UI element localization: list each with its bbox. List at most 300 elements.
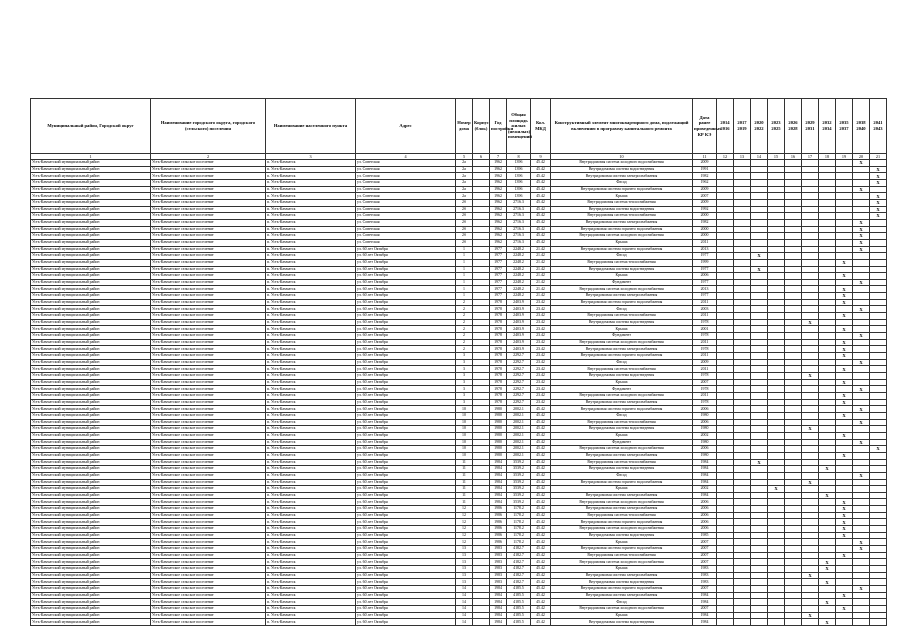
cell-building bbox=[473, 313, 490, 320]
cell-year-mark: X bbox=[836, 392, 853, 399]
cell-year-mark: X bbox=[819, 619, 836, 626]
cell-district: Усть-Камчатский муниципальный район bbox=[31, 286, 151, 293]
cell-house: 2а bbox=[456, 179, 473, 186]
cell-building bbox=[473, 160, 490, 167]
cell-count: 45.42 bbox=[531, 219, 551, 226]
header-district: Муниципальный район, Городской округ bbox=[31, 99, 151, 154]
cell-house: 11 bbox=[456, 499, 473, 506]
cell-year-mark bbox=[853, 179, 870, 186]
cell-year-mark bbox=[853, 572, 870, 579]
cell-year-mark: X bbox=[836, 399, 853, 406]
cell-year-mark bbox=[751, 432, 768, 439]
cell-year-mark bbox=[785, 392, 802, 399]
cell-year-mark bbox=[819, 359, 836, 366]
cell-count: 23.42 bbox=[531, 306, 551, 313]
table-row bbox=[31, 492, 887, 499]
cell-locality: п. Усть-Камчатск bbox=[266, 605, 356, 612]
cell-locality: п. Усть-Камчатск bbox=[266, 532, 356, 539]
cell-year-mark bbox=[853, 253, 870, 260]
cell-building bbox=[473, 599, 490, 606]
cell-area: 2248.2 bbox=[507, 286, 531, 293]
cell-year-mark bbox=[717, 293, 734, 300]
cell-year-mark bbox=[751, 179, 768, 186]
cell-year-mark bbox=[785, 246, 802, 253]
cell-settlement: Усть-Камчатское сельское поселение bbox=[151, 313, 266, 320]
cell-year-mark bbox=[734, 160, 751, 167]
cell-year-built: 1978 bbox=[490, 359, 507, 366]
cell-year-mark bbox=[717, 319, 734, 326]
cell-year-mark bbox=[751, 193, 768, 200]
cell-area: 1396 bbox=[507, 166, 531, 173]
cell-count: 45.42 bbox=[531, 519, 551, 526]
cell-year-mark bbox=[853, 339, 870, 346]
cell-year-mark bbox=[819, 512, 836, 519]
cell-year-mark: X bbox=[836, 259, 853, 266]
table-row bbox=[31, 239, 887, 246]
cell-building bbox=[473, 299, 490, 306]
cell-area: 3539.2 bbox=[507, 486, 531, 493]
cell-year-mark: X bbox=[836, 432, 853, 439]
cell-last-repair: 1985 bbox=[693, 532, 717, 539]
cell-year-mark bbox=[853, 326, 870, 333]
cell-building bbox=[473, 279, 490, 286]
cell-year-mark bbox=[734, 432, 751, 439]
cell-year-mark bbox=[768, 539, 785, 546]
cell-year-mark bbox=[734, 259, 751, 266]
cell-year-mark bbox=[734, 326, 751, 333]
cell-district: Усть-Камчатский муниципальный район bbox=[31, 293, 151, 300]
cell-count: 23.42 bbox=[531, 359, 551, 366]
cell-street: ул. Советская bbox=[356, 239, 456, 246]
cell-year-mark bbox=[819, 552, 836, 559]
cell-locality: п. Усть-Камчатск bbox=[266, 386, 356, 393]
cell-settlement: Усть-Камчатское сельское поселение bbox=[151, 246, 266, 253]
cell-locality: п. Усть-Камчатск bbox=[266, 319, 356, 326]
cell-year-mark bbox=[785, 339, 802, 346]
cell-year-mark bbox=[836, 492, 853, 499]
cell-year-mark bbox=[870, 526, 887, 533]
cell-count: 23.42 bbox=[531, 333, 551, 340]
table-row bbox=[31, 605, 887, 612]
cell-year-mark bbox=[802, 399, 819, 406]
cell-element: Крыша bbox=[551, 566, 693, 573]
cell-year-mark bbox=[870, 366, 887, 373]
cell-element: Внутридомовая система электроснабжения bbox=[551, 219, 693, 226]
cell-year-mark bbox=[717, 273, 734, 280]
cell-area: 2292.7 bbox=[507, 386, 531, 393]
cell-building bbox=[473, 359, 490, 366]
cell-district: Усть-Камчатский муниципальный район bbox=[31, 599, 151, 606]
cell-year-mark bbox=[836, 446, 853, 453]
cell-year-mark bbox=[751, 346, 768, 353]
table-row bbox=[31, 186, 887, 193]
cell-year-mark bbox=[751, 219, 768, 226]
cell-settlement: Усть-Камчатское сельское поселение bbox=[151, 572, 266, 579]
cell-district: Усть-Камчатский муниципальный район bbox=[31, 199, 151, 206]
cell-year-mark bbox=[785, 552, 802, 559]
cell-settlement: Усть-Камчатское сельское поселение bbox=[151, 273, 266, 280]
cell-element: Внутридомовая система холодного водоснабжения bbox=[551, 446, 693, 453]
cell-count: 45.42 bbox=[531, 459, 551, 466]
cell-year-mark bbox=[802, 339, 819, 346]
cell-building bbox=[473, 486, 490, 493]
cell-year-mark bbox=[717, 479, 734, 486]
cell-year-mark bbox=[751, 333, 768, 340]
cell-year-mark bbox=[717, 233, 734, 240]
cell-element: Внутридомовая система электроснабжения bbox=[551, 506, 693, 513]
header-year-range: 2032 2034 bbox=[819, 99, 836, 154]
cell-year-mark bbox=[802, 306, 819, 313]
cell-settlement: Усть-Камчатское сельское поселение bbox=[151, 539, 266, 546]
cell-district: Усть-Камчатский муниципальный район bbox=[31, 612, 151, 619]
cell-last-repair: 1984 bbox=[693, 466, 717, 473]
cell-settlement: Усть-Камчатское сельское поселение bbox=[151, 512, 266, 519]
cell-element: Крыша bbox=[551, 379, 693, 386]
cell-settlement: Усть-Камчатское сельское поселение bbox=[151, 452, 266, 459]
table-row bbox=[31, 472, 887, 479]
cell-year-mark bbox=[734, 353, 751, 360]
cell-year-mark: X bbox=[836, 499, 853, 506]
cell-year-mark bbox=[768, 592, 785, 599]
cell-year-built: 1978 bbox=[490, 392, 507, 399]
cell-year-mark bbox=[751, 546, 768, 553]
cell-element: Внутридомовая система электроснабжения bbox=[551, 173, 693, 180]
column-number: 19 bbox=[836, 154, 853, 160]
cell-building bbox=[473, 586, 490, 593]
cell-year-mark bbox=[768, 439, 785, 446]
table-row bbox=[31, 219, 887, 226]
cell-last-repair: 2007 bbox=[693, 586, 717, 593]
cell-area: 1396 bbox=[507, 179, 531, 186]
cell-year-mark bbox=[717, 412, 734, 419]
cell-year-mark bbox=[802, 206, 819, 213]
cell-settlement: Усть-Камчатское сельское поселение bbox=[151, 213, 266, 220]
cell-last-repair: 2009 bbox=[693, 160, 717, 167]
cell-year-mark bbox=[802, 539, 819, 546]
table-row bbox=[31, 160, 887, 167]
cell-year-mark bbox=[751, 186, 768, 193]
cell-year-mark bbox=[802, 419, 819, 426]
cell-year-mark bbox=[802, 459, 819, 466]
cell-area: 4182.7 bbox=[507, 552, 531, 559]
cell-locality: п. Усть-Камчатск bbox=[266, 399, 356, 406]
cell-year-mark bbox=[751, 239, 768, 246]
cell-year-mark bbox=[819, 273, 836, 280]
cell-year-mark: X bbox=[836, 506, 853, 513]
cell-settlement: Усть-Камчатское сельское поселение bbox=[151, 546, 266, 553]
cell-year-mark bbox=[785, 566, 802, 573]
cell-building bbox=[473, 492, 490, 499]
cell-settlement: Усть-Камчатское сельское поселение bbox=[151, 306, 266, 313]
cell-year-mark bbox=[768, 599, 785, 606]
cell-year-mark bbox=[785, 193, 802, 200]
table-row bbox=[31, 566, 887, 573]
cell-year-mark bbox=[768, 166, 785, 173]
cell-year-mark bbox=[785, 559, 802, 566]
cell-building bbox=[473, 366, 490, 373]
cell-year-mark bbox=[870, 599, 887, 606]
cell-area: 2403.9 bbox=[507, 339, 531, 346]
cell-year-mark bbox=[819, 173, 836, 180]
cell-last-repair: 2006 bbox=[693, 406, 717, 413]
cell-year-built: 1980 bbox=[490, 446, 507, 453]
column-number: 9 bbox=[531, 154, 551, 160]
cell-year-mark bbox=[734, 419, 751, 426]
cell-year-mark bbox=[751, 173, 768, 180]
cell-year-mark: X bbox=[870, 199, 887, 206]
cell-area: 1178.2 bbox=[507, 539, 531, 546]
cell-year-mark bbox=[819, 239, 836, 246]
cell-district: Усть-Камчатский муниципальный район bbox=[31, 326, 151, 333]
cell-street: ул. Советская bbox=[356, 226, 456, 233]
cell-year-mark bbox=[734, 572, 751, 579]
cell-year-mark: X bbox=[836, 286, 853, 293]
cell-year-mark bbox=[853, 466, 870, 473]
cell-street: ул. 60 лет Октября bbox=[356, 592, 456, 599]
cell-year-built: 1984 bbox=[490, 459, 507, 466]
cell-element: Внутридомовая система электроснабжения bbox=[551, 293, 693, 300]
cell-house: 2 bbox=[456, 313, 473, 320]
cell-building bbox=[473, 506, 490, 513]
cell-year-mark bbox=[785, 273, 802, 280]
cell-count: 45.42 bbox=[531, 479, 551, 486]
cell-last-repair: 2000 bbox=[693, 226, 717, 233]
cell-element: Внутридомовая система водоотведения bbox=[551, 579, 693, 586]
cell-year-mark bbox=[768, 333, 785, 340]
cell-house: 1 bbox=[456, 266, 473, 273]
cell-year-mark bbox=[870, 273, 887, 280]
cell-house: 10 bbox=[456, 412, 473, 419]
cell-year-mark bbox=[853, 452, 870, 459]
cell-year-mark bbox=[734, 552, 751, 559]
cell-area: 2292.7 bbox=[507, 359, 531, 366]
cell-district: Усть-Камчатский муниципальный район bbox=[31, 279, 151, 286]
cell-year-mark bbox=[819, 586, 836, 593]
cell-year-mark bbox=[853, 259, 870, 266]
cell-year-mark bbox=[819, 299, 836, 306]
cell-district: Усть-Камчатский муниципальный район bbox=[31, 566, 151, 573]
cell-element: Внутридомовая система холодного водоснабжения bbox=[551, 605, 693, 612]
cell-house: 2а bbox=[456, 160, 473, 167]
cell-year-mark bbox=[819, 373, 836, 380]
cell-year-mark bbox=[836, 539, 853, 546]
cell-year-mark bbox=[768, 605, 785, 612]
cell-year-mark bbox=[870, 233, 887, 240]
cell-year-mark bbox=[717, 506, 734, 513]
cell-count: 45.42 bbox=[531, 206, 551, 213]
cell-year-mark bbox=[785, 539, 802, 546]
cell-year-built: 1978 bbox=[490, 373, 507, 380]
cell-year-built: 1962 bbox=[490, 186, 507, 193]
cell-count: 21.42 bbox=[531, 293, 551, 300]
cell-settlement: Усть-Камчатское сельское поселение bbox=[151, 160, 266, 167]
cell-locality: п. Усть-Камчатск bbox=[266, 266, 356, 273]
cell-area: 2002.1 bbox=[507, 446, 531, 453]
cell-year-mark bbox=[768, 559, 785, 566]
cell-year-mark bbox=[768, 239, 785, 246]
cell-year-mark bbox=[853, 299, 870, 306]
cell-count: 23.42 bbox=[531, 399, 551, 406]
cell-settlement: Усть-Камчатское сельское поселение bbox=[151, 506, 266, 513]
cell-year-mark bbox=[870, 499, 887, 506]
cell-year-mark: X bbox=[751, 253, 768, 260]
cell-street: ул. 60 лет Октября bbox=[356, 612, 456, 619]
cell-year-built: 1962 bbox=[490, 219, 507, 226]
cell-year-mark bbox=[768, 386, 785, 393]
cell-year-mark bbox=[734, 472, 751, 479]
cell-year-mark bbox=[717, 512, 734, 519]
table-row bbox=[31, 426, 887, 433]
cell-year-mark bbox=[819, 506, 836, 513]
cell-district: Усть-Камчатский муниципальный район bbox=[31, 246, 151, 253]
cell-year-mark bbox=[751, 499, 768, 506]
cell-locality: п. Усть-Камчатск bbox=[266, 592, 356, 599]
cell-house: 10 bbox=[456, 439, 473, 446]
cell-element: Внутридомовая система горячего водоснабжения bbox=[551, 546, 693, 553]
cell-count: 45.42 bbox=[531, 512, 551, 519]
cell-year-mark bbox=[853, 199, 870, 206]
cell-year-mark bbox=[717, 579, 734, 586]
cell-locality: п. Усть-Камчатск bbox=[266, 313, 356, 320]
cell-last-repair: 2011 bbox=[693, 339, 717, 346]
cell-year-mark bbox=[734, 506, 751, 513]
cell-house: 2б bbox=[456, 239, 473, 246]
cell-year-mark bbox=[751, 313, 768, 320]
cell-locality: п. Усть-Камчатск bbox=[266, 219, 356, 226]
cell-area: 2248.2 bbox=[507, 273, 531, 280]
cell-area: 2292.7 bbox=[507, 379, 531, 386]
cell-year-mark bbox=[785, 333, 802, 340]
cell-year-built: 1978 bbox=[490, 339, 507, 346]
cell-year-mark bbox=[717, 532, 734, 539]
cell-year-mark bbox=[802, 226, 819, 233]
cell-settlement: Усть-Камчатское сельское поселение bbox=[151, 479, 266, 486]
cell-year-mark bbox=[836, 426, 853, 433]
cell-year-mark bbox=[836, 246, 853, 253]
cell-count: 45.42 bbox=[531, 173, 551, 180]
cell-year-mark: X bbox=[853, 333, 870, 340]
cell-count: 21.42 bbox=[531, 273, 551, 280]
header-structural-element: Конструктивный элемент многоквартирного дома, подлежащий включению в программу капитального ремонта bbox=[551, 99, 693, 154]
cell-year-mark bbox=[802, 412, 819, 419]
cell-year-mark bbox=[751, 519, 768, 526]
cell-year-mark bbox=[768, 293, 785, 300]
cell-year-mark bbox=[836, 559, 853, 566]
cell-year-mark bbox=[717, 179, 734, 186]
cell-year-mark bbox=[768, 466, 785, 473]
cell-year-mark bbox=[870, 592, 887, 599]
table-row bbox=[31, 512, 887, 519]
cell-year-mark bbox=[785, 186, 802, 193]
cell-year-mark bbox=[836, 472, 853, 479]
cell-year-mark bbox=[870, 559, 887, 566]
cell-year-mark bbox=[768, 313, 785, 320]
cell-year-mark bbox=[853, 266, 870, 273]
cell-year-mark bbox=[802, 559, 819, 566]
cell-year-mark bbox=[717, 213, 734, 220]
cell-area: 2403.9 bbox=[507, 326, 531, 333]
cell-street: ул. 60 лет Октября bbox=[356, 426, 456, 433]
cell-year-mark bbox=[734, 499, 751, 506]
cell-locality: п. Усть-Камчатск bbox=[266, 466, 356, 473]
header-row bbox=[31, 99, 887, 154]
cell-district: Усть-Камчатский муниципальный район bbox=[31, 379, 151, 386]
cell-last-repair: 2011 bbox=[693, 366, 717, 373]
cell-street: ул. 60 лет Октября bbox=[356, 599, 456, 606]
cell-year-mark bbox=[802, 592, 819, 599]
cell-year-built: 1983 bbox=[490, 572, 507, 579]
cell-year-mark bbox=[717, 559, 734, 566]
cell-year-mark: X bbox=[853, 586, 870, 593]
cell-year-mark bbox=[802, 166, 819, 173]
table-row bbox=[31, 579, 887, 586]
cell-settlement: Усть-Камчатское сельское поселение bbox=[151, 239, 266, 246]
cell-year-mark bbox=[717, 406, 734, 413]
cell-year-mark bbox=[836, 253, 853, 260]
cell-last-repair: 2006 bbox=[693, 446, 717, 453]
cell-house: 1 bbox=[456, 279, 473, 286]
cell-year-mark bbox=[819, 386, 836, 393]
cell-element: Внутридомовая система теплоснабжения bbox=[551, 366, 693, 373]
cell-year-mark bbox=[802, 552, 819, 559]
cell-year-mark bbox=[785, 326, 802, 333]
cell-locality: п. Усть-Камчатск bbox=[266, 166, 356, 173]
cell-last-repair: 1978 bbox=[693, 346, 717, 353]
cell-year-mark bbox=[717, 219, 734, 226]
cell-locality: п. Усть-Камчатск bbox=[266, 186, 356, 193]
cell-street: ул. 60 лет Октября bbox=[356, 486, 456, 493]
cell-house: 2б bbox=[456, 226, 473, 233]
cell-year-mark bbox=[751, 213, 768, 220]
cell-element: Внутридомовая система теплоснабжения bbox=[551, 259, 693, 266]
cell-district: Усть-Камчатский муниципальный район bbox=[31, 572, 151, 579]
cell-area: 4182.7 bbox=[507, 546, 531, 553]
cell-year-mark bbox=[785, 160, 802, 167]
table-row bbox=[31, 213, 887, 220]
cell-last-repair: 1982 bbox=[693, 173, 717, 180]
cell-last-repair: 2009 bbox=[693, 199, 717, 206]
cell-element: Внутридомовая система водоотведения bbox=[551, 166, 693, 173]
cell-locality: п. Усть-Камчатск bbox=[266, 572, 356, 579]
cell-year-mark bbox=[819, 452, 836, 459]
cell-element: Внутридомовая система теплоснабжения bbox=[551, 552, 693, 559]
cell-year-built: 1980 bbox=[490, 452, 507, 459]
cell-settlement: Усть-Камчатское сельское поселение bbox=[151, 492, 266, 499]
cell-year-mark bbox=[870, 612, 887, 619]
table-row bbox=[31, 612, 887, 619]
cell-year-mark bbox=[751, 466, 768, 473]
cell-locality: п. Усть-Камчатск bbox=[266, 479, 356, 486]
cell-year-built: 1978 bbox=[490, 333, 507, 340]
cell-year-mark bbox=[768, 226, 785, 233]
cell-year-mark bbox=[819, 419, 836, 426]
cell-year-mark bbox=[870, 419, 887, 426]
cell-count: 45.42 bbox=[531, 213, 551, 220]
table-row bbox=[31, 526, 887, 533]
cell-locality: п. Усть-Камчатск bbox=[266, 359, 356, 366]
cell-year-mark bbox=[870, 279, 887, 286]
cell-year-mark bbox=[717, 612, 734, 619]
cell-year-mark bbox=[836, 186, 853, 193]
cell-year-mark bbox=[734, 233, 751, 240]
cell-year-mark bbox=[717, 160, 734, 167]
cell-year-mark bbox=[751, 612, 768, 619]
cell-year-mark bbox=[751, 426, 768, 433]
cell-year-mark bbox=[819, 313, 836, 320]
cell-year-mark: X bbox=[802, 373, 819, 380]
cell-building bbox=[473, 353, 490, 360]
cell-year-mark bbox=[785, 605, 802, 612]
